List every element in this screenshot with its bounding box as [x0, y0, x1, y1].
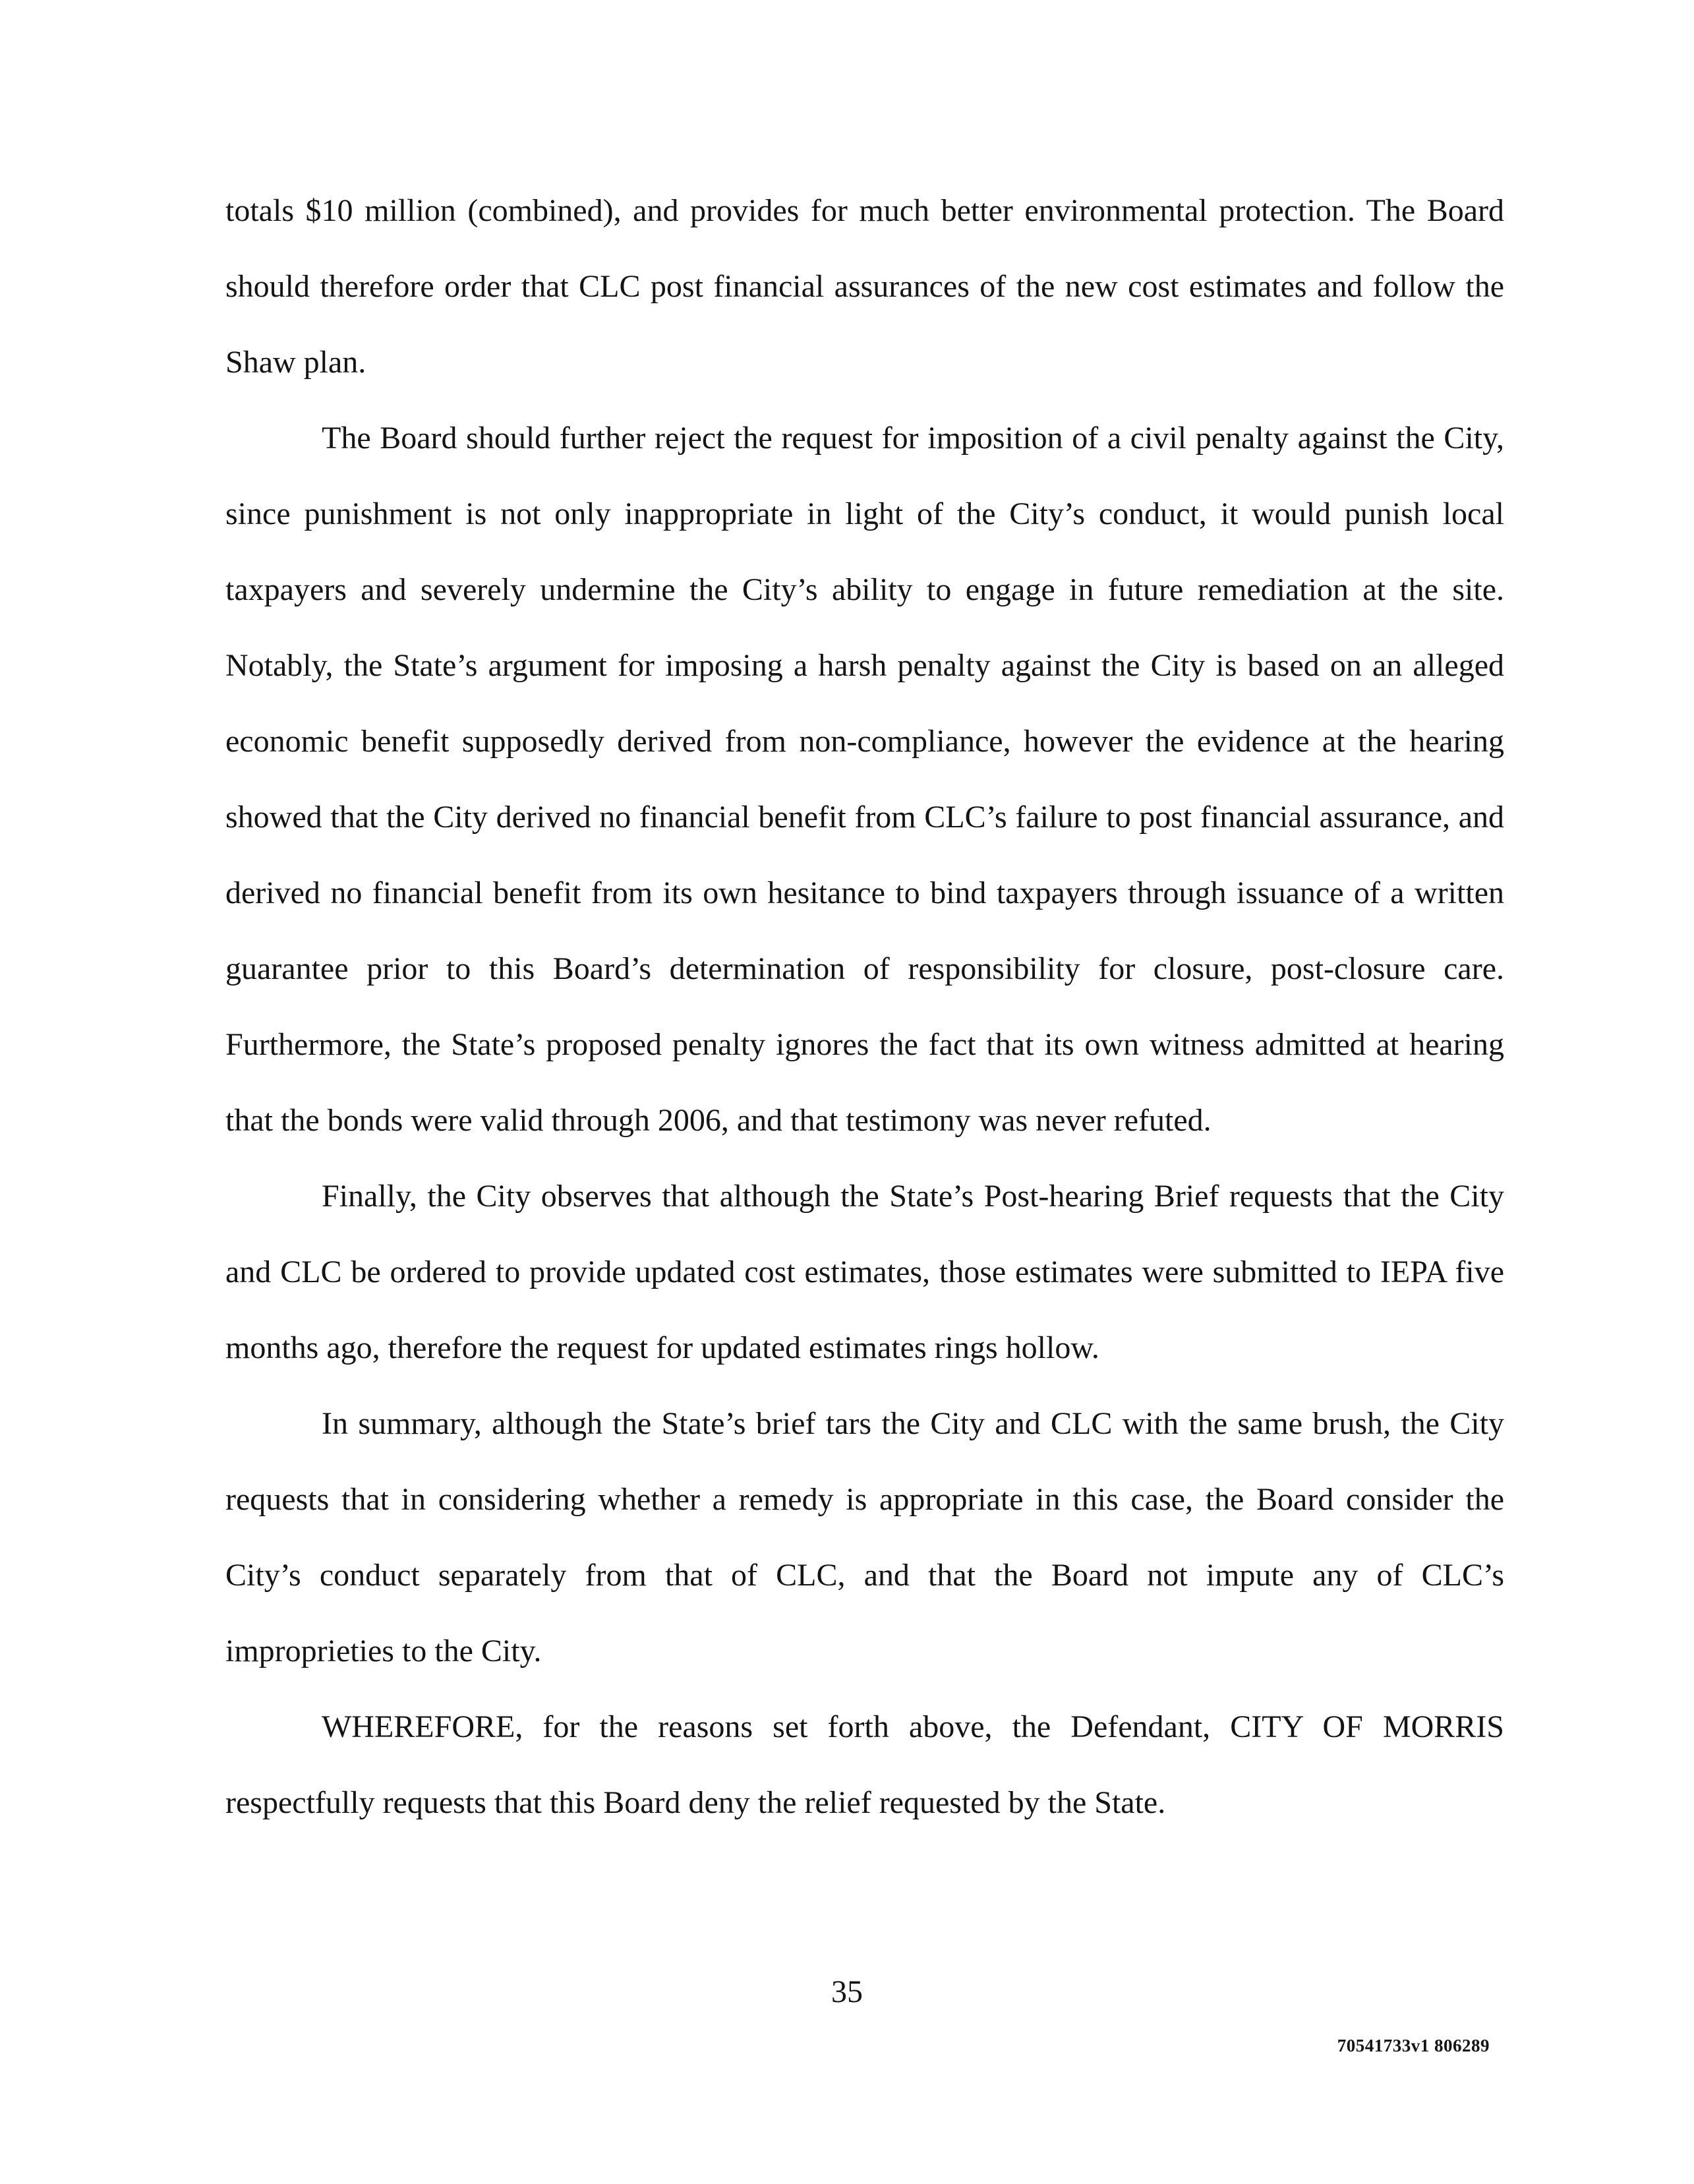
paragraph-updated-estimates: Finally, the City observes that although the State’s Post-hearing Brief requests that the City and CLC be ordered to provide updated cost estimates, those estimates were submitted to IEPA five months ago, therefore the request for updated estimates rings hollow.: [225, 1179, 1504, 1365]
paragraph-summary: In summary, although the State’s brief tars the City and CLC with the same brush, the City requests that in considering whether a remedy is appropriate in this case, the Board consider the City’s conduct separately from that of CLC, and that the Board not impute any of CLC’s improprieties to the City.: [225, 1406, 1504, 1668]
document-body: [225, 173, 1504, 1841]
document-id: 70541733v1 806289: [1337, 2036, 1490, 2055]
paragraph-continuation: totals $10 million (combined), and provides for much better environmental protection. The Board should therefore order that CLC post financial assurances of the new cost estimates and follow the Shaw plan.: [225, 193, 1504, 380]
paragraph-wherefore: WHEREFORE, for the reasons set forth above, the Defendant, CITY OF MORRIS respectfully requests that this Board deny the relief requested by the State.: [225, 1709, 1504, 1820]
paragraph-civil-penalty: The Board should further reject the request for imposition of a civil penalty against the City, since punishment is not only inappropriate in light of the City’s conduct, it would punish local taxpayers and severely undermine the City’s ability to engage in future remediation at the site. Notably, the State’s argument for imposing a harsh penalty against the City is based on an alleged economic benefit supposedly derived from non-compliance, however the evidence at the hearing showed that the City derived no financial benefit from CLC’s failure to post financial assurance, and derived no financial benefit from its own hesitance to bind taxpayers through issuance of a written guarantee prior to this Board’s determination of responsibility for closure, post-closure care. Furthermore, the State’s proposed penalty ignores the fact that its own witness admitted at hearing that the bonds were valid through 2006, and that testimony was never refuted.: [225, 421, 1504, 1138]
page-number: 35: [831, 1974, 863, 2009]
